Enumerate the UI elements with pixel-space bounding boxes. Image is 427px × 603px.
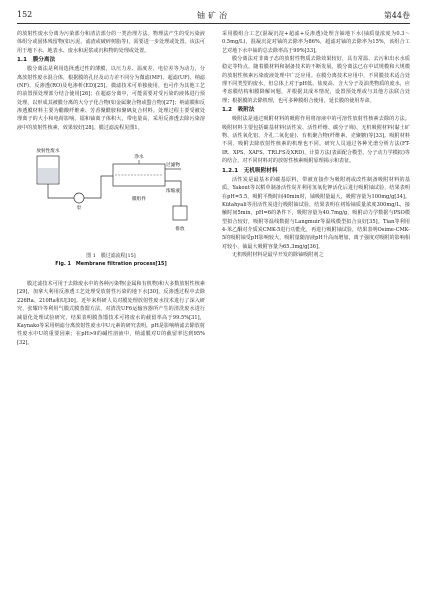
section-heading-1-2: 1.2 吸附法 [222,107,255,114]
section-heading-1-1: 1.1 膜分离法 [17,57,56,64]
label-raw: 放射性废水 [36,149,60,155]
label-wash: 净水 [134,155,144,161]
label-pump: 泵 [76,206,82,212]
label-concentrate: 浓缩液 [166,189,180,195]
pipe-in [48,184,74,198]
right-column [222,30,410,259]
label-discharge: 排放 [175,227,185,233]
section-heading-1-2-1: 1.2.1 无机吸附材料 [222,167,278,174]
label-bottom: 膜组件 [132,197,146,203]
collection-tank [173,206,187,220]
membrane-process-diagram [31,136,191,250]
volume-label: 第44卷 [383,11,410,20]
paragraph: 无机吸附材料是最早开发的除铀吸附剂之 [232,251,324,258]
pipe-to-module [84,176,113,198]
paragraph: 膜分离法是利用选择透过性的薄膜，以压力差、温度差、电位差等为动力，分离放射性废水混合体，根据膜的孔径及动力差不同分为微滤(MF)、超滤(UF)、纳滤(NF)、反渗透(RO)及电渗析(ED)[25]。微滤技术可单独使用，也可作为其他工艺的前置预处理部分结合使用[26]；在超滤分离中，可能需要对受污染的液体进行预处理，以形成其被膜分离的大分子化合物(如金属聚合物或螯合物)[27]；纳滤膜和反渗透膜材料主要为醋酸纤维素、芳香聚酰胺和聚砜复合材料。处理过程主要受被处理离子的大小和电荷影响。镭和铀离子体积大，带电量高，采用反渗透去除污染溶液中的放射性核素，效果较好[28]。膜过滤流程见图1。 [17,66,205,131]
left-column [17,30,205,347]
pump-icon [74,193,84,203]
page-number: 152 [17,10,33,19]
figure-caption-en: Fig. 1 Membrane filtration process[15] [55,261,167,268]
figure-caption-cn: 图 1 膜过滤流程[15] [86,253,136,260]
journal-name: 铀矿冶 [197,11,230,20]
tank-water [38,168,58,183]
paragraph: 的放射性废水分离为污染部分和清洁部分的一类治理方法。物理法产生的受污染液体组分或固体残留物(如污泥、滤渣或破碎树脂等)，需要进一步处理或处置。该法可用于地下水、地表水、废水和泥浆或沉积物的处理或处置。 [17,31,205,54]
paragraph: 采用膜组合工艺(混凝沉淀+超滤+反渗透)处理含铀地下水(铀质量浓度为0.3～0.5mg/L)，混凝沉淀对铀的去除率为86%，超滤对铀的去除率为15%，该组合工艺对地下水中铀的总去除率高于99%[33]。 [222,31,410,54]
label-filtrate: 过滤物 [166,163,180,169]
paragraph: 活性炭是最基本的碳基原料，带被直接作为吸附剂或改性制备吸附材料的基质。Yakout等以稻草制备活性炭并利用氢氧化钾活化后进行吸附铀试验，结果表明在pH=5.5，吸附平衡时间40min时，铀吸附量最大，吸附容量为100mg/g[34]。Kütahyali等用活性炭进行吸附铀试验，结果表明在初始铀质量浓度300mg/L，接触时间5min，pH=6的条件下，吸附容量为40.7mg/g，吸附动力学数据与PSO模型拟合较好，吸附等温线数据与Langmuir等温线模型拟合良好[35]。Tian等利用4-苯乙酮对介质炭CMK-5进行功能化，再进行吸附铀试验，结果表明Osime-CMK-5的吸附铀受pH影响较大，吸附量随溶液pH升高而增加，离子强度对吸附的影响相对较小，铀最大吸附容量为65.3mg/g[36]。 [222,176,410,250]
figure-1 [17,136,205,278]
header-rule [17,23,410,24]
paragraph: 吸附法是通过吸附材料的吸附作用将溶液中的可溶性放射性核素去除的方法。吸附材料主要包括碳基材料(活性炭、活性纤维、碳分子筛)、无机吸附材料(黏土矿物、活性氧化铝、介孔二氧化硅)、有机聚合物(纤维素、壳聚糖)等[33]。吸附材料不同，吸附去除放射性核素的机理也不同。研究人员通过各种光谱分析方法(FT-IR、XPS、XAFS、TRLFS及XRD)，计算方法(表面配合模型、分子动力学模拟)等的结合，对不同材料对的放射性核素吸附原理揭示和表征。 [222,116,410,165]
page-header [17,10,410,22]
paragraph: 膜过滤技术可用于去除废水中的各种污染物(金属和有机物)和大多数放射性核素[29]，加拿大利用反渗透工艺处理受放射性污染的地下水[30]，反渗透过程中去除226Ra、210Ra和U[30]。近年来科研人员对膜处理放射性废水技术进行了深入研究，张耀玲等利用气膜式膜蒸馏方法，对清洗UF6运输容器所产生的清洗废水进行减量化处理试验研究，结果表明膜蒸馏技术可将废水的截留率高于99.5%[31]，Kaynako等采用纳滤分离放射性废水中U元素的研究表明，pH是影响纳滤去除放射性废水中U的重要因素；在pH>9的碱性溶液中，纳滤膜对U的截留率达到95%[32]。 [17,281,205,346]
paragraph: 膜分离法对非离子态的放射性物质去除效果较好，具有常温、去污和出水水质稳定等特点。随着膜材料和制备技术的不断发展，膜分离法已在中试规模和大规模的放射性核素污染废液处理中广泛应用。在膜分离技术应用中，不同膜技术适合处理不同类型的废水，但总体上对于pH低、盐度高、含大分子及油类物质的废水，应考虑膜结构和膜降解问题，并根据其成本情况，设置预处理或与其他方法联合处理；根据膜的去除机理，也可多种膜组合使用，延长膜的使用寿命。 [222,56,410,104]
